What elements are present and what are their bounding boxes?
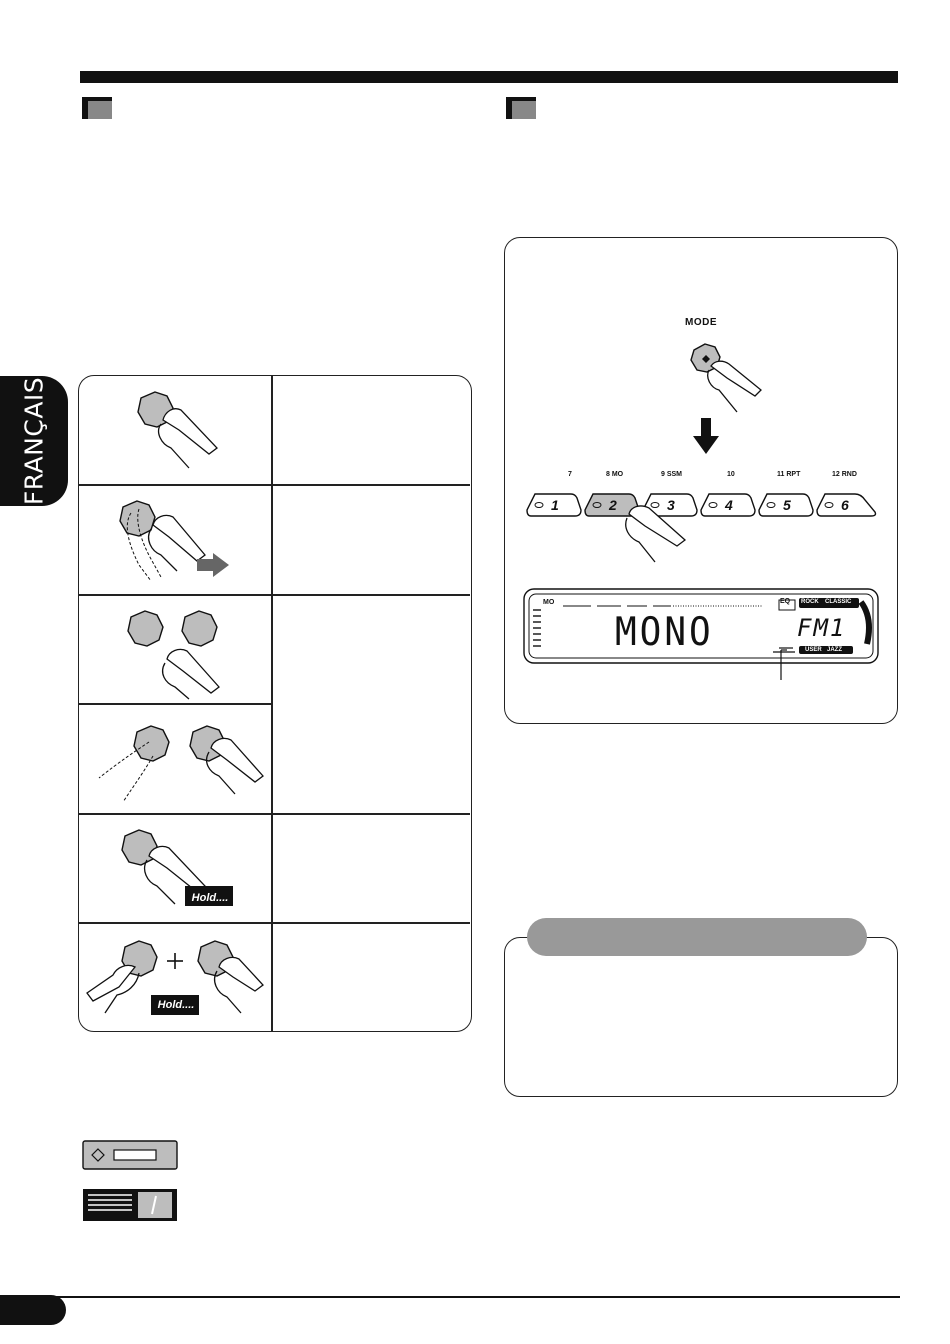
finger-illustration: [615, 500, 695, 570]
caution-header-pill: [527, 918, 867, 956]
preset-function-label: 8 MO: [606, 471, 624, 478]
eq-mode-rock: ROCK: [801, 599, 819, 605]
preset-number: 1: [551, 497, 559, 513]
language-tab-label: FRANÇAIS: [19, 376, 49, 506]
mode-button-illustration: [675, 338, 775, 418]
top-rule: [80, 71, 898, 83]
slide-buttons-illustration: [79, 704, 271, 812]
language-tab: [0, 376, 68, 506]
preset-function-label: 9 SSM: [661, 471, 683, 478]
detached-panel-icon: [82, 1188, 178, 1222]
preset-number: 3: [667, 497, 675, 513]
eq-label: EQ: [780, 598, 791, 605]
press-illustration: [79, 376, 271, 484]
preset-number: 2: [609, 497, 617, 513]
eq-mode-user: USER: [805, 647, 822, 653]
preset-function-label: 12 RND: [832, 471, 857, 478]
preset-number: 6: [841, 497, 849, 513]
down-arrow-icon: [691, 418, 721, 458]
preset-number: 4: [725, 497, 733, 513]
press-slide-illustration: [79, 485, 271, 593]
display-main-text: MONO: [615, 609, 714, 656]
section-marker-right: [506, 97, 536, 119]
preset-function-label: 10: [727, 471, 735, 478]
preset-buttons-row: [525, 488, 885, 524]
indicator-pointer-line: [773, 646, 789, 682]
preset-function-label: 11 RPT: [777, 471, 801, 478]
preset-function-label: 7: [568, 471, 572, 478]
caution-box: [504, 937, 898, 1097]
two-buttons-illustration: [79, 595, 271, 703]
hold-label: Hold....: [157, 999, 195, 1011]
mode-panel: [504, 237, 898, 724]
mode-label: MODE: [685, 317, 717, 328]
preset-number: 5: [783, 497, 791, 513]
hold-label: Hold....: [191, 892, 229, 904]
button-operations-table: [78, 375, 472, 1032]
page-tab: [0, 1295, 66, 1325]
eq-mode-classic: CLASSIC: [825, 599, 852, 605]
section-marker-left: [82, 97, 112, 119]
bottom-rule: [40, 1296, 900, 1298]
eq-mode-jazz: JAZZ: [827, 647, 842, 653]
control-panel-icon: [82, 1140, 178, 1170]
press-hold-illustration: [79, 814, 271, 922]
mo-indicator: MO: [543, 599, 555, 606]
display-band-text: FM1: [797, 614, 847, 642]
